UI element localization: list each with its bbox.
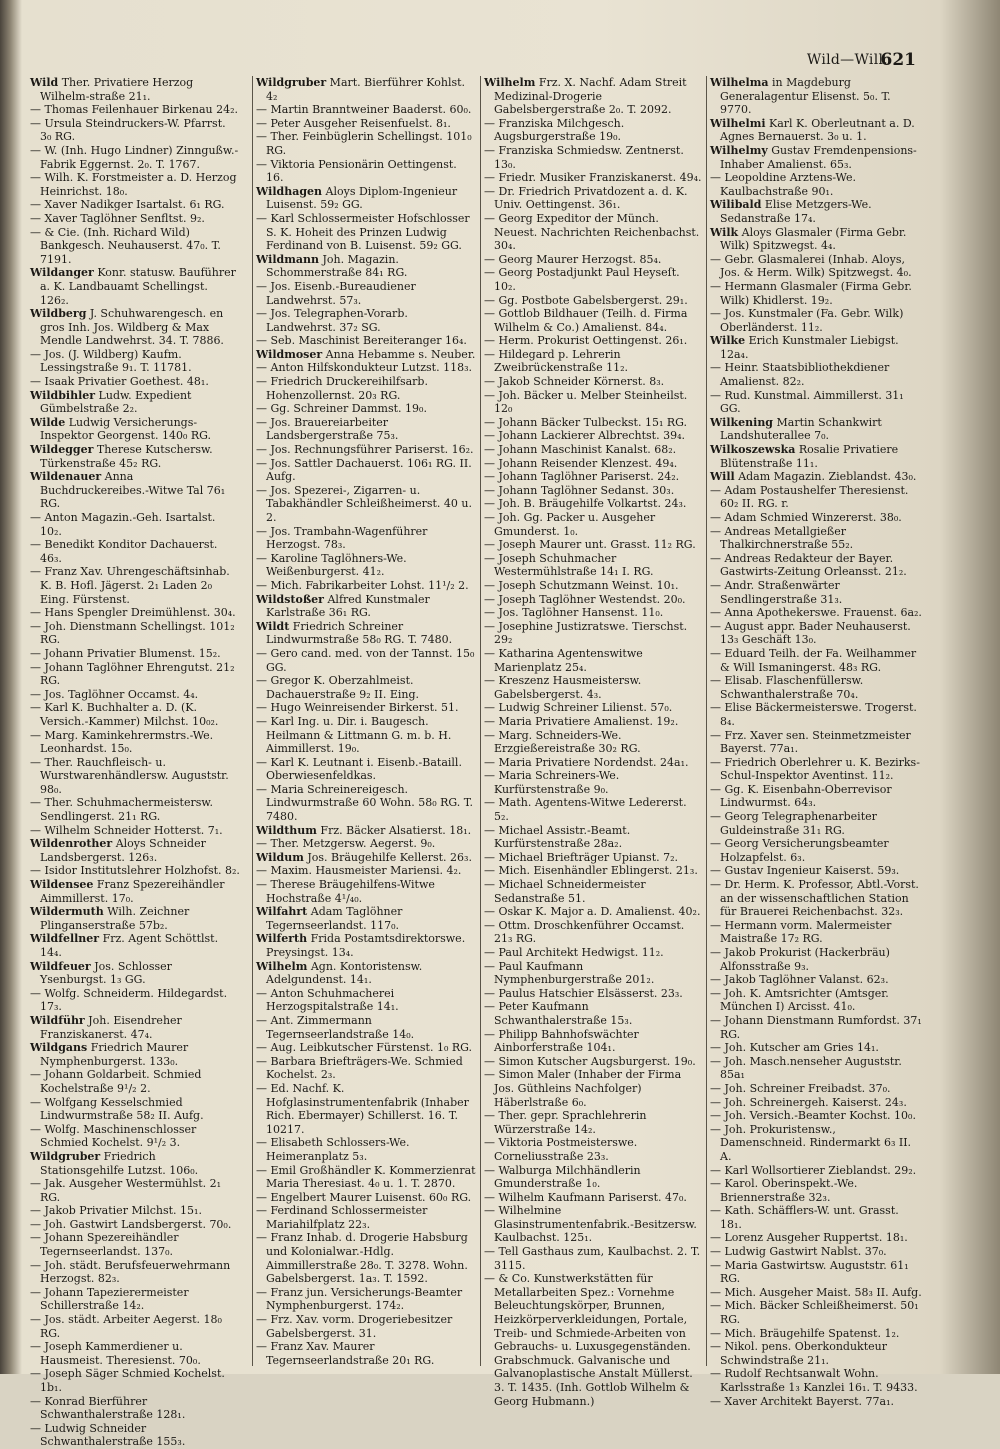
- directory-entry: — Barbara Briefträgers-We. Schmied Kochelst. 2₃.: [256, 1054, 463, 1082]
- directory-entry: — Tell Gasthaus zum, Kaulbachst. 2. T. 3115.: [484, 1245, 701, 1272]
- column-4: [706, 76, 924, 1408]
- directory-entry: — Karl Ing. u. Dir. i. Baugesch. Heilmann & Littmann G. m. b. H. Aimmillerst. 19₀.: [256, 714, 452, 756]
- directory-entry: Wildmoser Anna Hebamme s. Neuber.: [256, 347, 476, 361]
- directory-entry: — Joseph Säger Schmied Kochelst. 1b₁.: [30, 1367, 225, 1394]
- directory-entry: — Joh. Versich.-Beamter Kochst. 10₀.: [710, 1109, 916, 1123]
- directory-entry: — Jos. Taglöhner Hansenst. 11₀.: [484, 606, 664, 620]
- directory-entry: — Gg. Postbote Gabelsbergerst. 29₁.: [484, 293, 688, 307]
- directory-entry: — Jos. (J. Wildberg) Kaufm. Lessingstraße 9₁. T. 11781.: [30, 347, 192, 375]
- directory-entry: — Andreas Metallgießer Thalkirchnerstraße 55₂.: [710, 524, 854, 552]
- directory-entry: — Katharina Agentenswitwe Marienplatz 25₄.: [484, 646, 643, 674]
- directory-entry: — Joh. Bäcker u. Melber Steinheilst. 12₀: [484, 388, 688, 416]
- running-title: Wild—Will.: [806, 52, 888, 68]
- directory-entry: Wildum Jos. Bräugehilfe Kellerst. 26₃.: [256, 850, 472, 864]
- directory-entry: — Gustav Ingenieur Kaiserst. 59₃.: [710, 864, 900, 878]
- directory-entry: — Gero cand. med. von der Tannst. 15₀ GG.: [256, 646, 475, 674]
- directory-entry: — Karl K. Buchhalter a. D. (K. Versich.-Kammer) Milchst. 10₀₂.: [30, 701, 219, 728]
- directory-entry: Wildenauer Anna Buchdruckereibes.-Witwe Tal 76₁ RG.: [30, 470, 226, 511]
- directory-entry: — Maria Privatiere Amalienst. 19₂.: [484, 714, 679, 728]
- directory-entry: — Adam Schmied Winzererst. 38₀.: [710, 511, 902, 524]
- directory-entry: — Oskar K. Major a. D. Amalienst. 40₂.: [484, 905, 701, 919]
- directory-entry: — Johann Maschinist Kanalst. 68₂.: [484, 443, 677, 457]
- directory-entry: — Georg Maurer Herzogst. 85₄.: [484, 252, 662, 266]
- directory-entry: — Joseph Schuhmacher Westermühlstraße 14₁ I. RG.: [484, 551, 654, 579]
- directory-entry: — Ther. Feinbüglerin Schellingst. 101₀ RG.: [256, 130, 472, 157]
- directory-entry: — Franz Xav. Uhrengeschäftsinhab. K. B. Hofl. Jägerst. 2₁ Laden 2₀ Eing. Fürstenst.: [30, 565, 230, 606]
- column-2: [252, 76, 476, 1366]
- directory-entry: — August appr. Bader Neuhauserst. 13₃ Geschäft 13₀.: [710, 619, 911, 647]
- directory-entry: Wildensee Franz Spezereihändler Aimmillerst. 17₀.: [30, 878, 225, 905]
- directory-entry: — Maria Schreinereigesch. Lindwurmstraße 60 Wohn. 58₀ RG. T. 7480.: [256, 782, 474, 824]
- directory-entry: — Paul Kaufmann Nymphenburgerstraße 201₂.: [484, 959, 655, 987]
- directory-entry: — Aug. Leibkutscher Fürstenst. 1₀ RG.: [256, 1041, 473, 1055]
- directory-entry: — Adam Postaushelfer Theresienst. 60₂ II. RG. r.: [710, 483, 909, 511]
- directory-entry: — Jos. Brauereiarbeiter Landsbergerstraße 75₃.: [256, 415, 399, 443]
- directory-entry: — Frz. Xaver sen. Steinmetzmeister Bayerst. 77a₁.: [710, 728, 911, 756]
- directory-entry: — Isaak Privatier Goethest. 48₁.: [30, 375, 209, 389]
- directory-entry: — Dr. Herm. K. Professor, Abtl.-Vorst. an der wissenschaftlichen Station für Brauerei Reichenbachst. 32₃.: [710, 878, 919, 919]
- directory-entry: Wild Ther. Privatiere Herzog Wilhelm-straße 21₁.: [30, 76, 194, 103]
- column-3: [480, 76, 704, 1408]
- directory-entry: — Karl Schlossermeister Hofschlosser S. K. Hoheit des Prinzen Ludwig Ferdinand von B. Luisenst. 59₂ GG.: [256, 211, 470, 253]
- directory-entry: — Joh. Dienstmann Schellingst. 101₂ RG.: [30, 619, 235, 647]
- directory-entry: — Joseph Maurer unt. Grasst. 11₂ RG.: [484, 538, 696, 552]
- directory-entry: Wildberg J. Schuhwarengesch. en gros Inh. Jos. Wildberg & Max Mendle Landwehrst. 34. T. 7886.: [30, 307, 224, 348]
- directory-entry: — Simon Kutscher Augsburgerst. 19₀.: [484, 1054, 696, 1068]
- directory-entry: — Karl K. Leutnant i. Eisenb.-Bataill. Oberwiesenfeldkas.: [256, 755, 462, 783]
- directory-entry: — Joh. Schreiner Freibadst. 37₀.: [710, 1081, 891, 1095]
- directory-entry: — Georg Postadjunkt Paul Heyseſt. 10₂.: [484, 266, 680, 293]
- directory-entry: — Joh. Gg. Packer u. Ausgeher Gmunderst. 1₀.: [484, 511, 656, 538]
- directory-entry: — Johann Tapezierermeister Schillerstraße 14₂.: [30, 1285, 189, 1313]
- directory-entry: — Nikol. pens. Oberkondukteur Schwindstraße 21₁.: [710, 1340, 887, 1367]
- directory-entry: Wildhagen Aloys Diplom-Ingenieur Luisenst. 59₂ GG.: [256, 184, 458, 212]
- directory-entry: — Josephine Justizratswe. Tierschst. 29₂: [484, 619, 688, 647]
- directory-entry: — Jos. städt. Arbeiter Aegerst. 18₀ RG.: [30, 1313, 222, 1340]
- directory-entry: — Joh. Gastwirt Landsbergerst. 70₀.: [30, 1217, 232, 1231]
- directory-entry: Wilibald Elise Metzgers-We. Sedanstraße 17₄.: [710, 198, 872, 225]
- directory-entry: — Maria Gastwirtsw. Auguststr. 61₁ RG.: [710, 1258, 909, 1286]
- directory-entry: Wilke Erich Kunstmaler Liebigst. 12a₄.: [710, 334, 899, 361]
- directory-entry: — Johann Bäcker Tulbeckst. 15₁ RG.: [484, 415, 688, 429]
- directory-entry: — Martin Branntweiner Baaderst. 60₀.: [256, 103, 472, 117]
- directory-entry: — Ther. Rauchfleisch- u. Wurstwarenhändlersw. Auguststr. 98₀.: [30, 755, 229, 796]
- directory-entry: — Maria Privatiere Nordendst. 24a₁.: [484, 755, 689, 769]
- directory-entry: — Michael Briefträger Upianst. 7₂.: [484, 850, 679, 864]
- directory-entry: — Mich. Bäcker Schleißheimerst. 50₁ RG.: [710, 1299, 919, 1327]
- directory-entry: — Paul Architekt Hedwigst. 11₂.: [484, 946, 664, 959]
- directory-entry: — Jakob Privatier Milchst. 15₁.: [30, 1204, 202, 1218]
- directory-entry: — Maxim. Hausmeister Mariensi. 4₂.: [256, 864, 462, 878]
- directory-entry: — Paulus Hatschier Elsässerst. 23₃.: [484, 986, 683, 1000]
- directory-entry: — Franziska Schmiedsw. Zentnerst. 13₀.: [484, 143, 684, 171]
- directory-entry: — Konrad Bierführer Schwanthalerstraße 128₁.: [30, 1394, 186, 1422]
- directory-entry: — Gebr. Glasmalerei (Inhab. Aloys, Jos. & Herm. Wilk) Spitzwegst. 4₀.: [710, 252, 912, 280]
- directory-entry: — Hans Spengler Dreimühlenst. 30₄.: [30, 606, 236, 620]
- directory-entry: — Frz. Xav. vorm. Drogeriebesitzer Gabelsbergerst. 31.: [256, 1313, 453, 1340]
- directory-entry: — Georg Versicherungsbeamter Holzapfelst. 6₃.: [710, 837, 889, 864]
- directory-entry: — Anna Apothekerswe. Frauenst. 6a₂.: [710, 606, 922, 620]
- directory-entry: — Karl Wollsortierer Zieblandst. 29₂.: [710, 1163, 917, 1177]
- directory-entry: — Ther. gepr. Sprachlehrerin Würzerstraße 14₂.: [484, 1109, 647, 1136]
- directory-entry: — Mich. Ausgeher Maist. 58₃ II. Aufg.: [710, 1285, 922, 1299]
- directory-entry: — Ther. Schuhmachermeistersw. Sendlingerst. 21₁ RG.: [30, 796, 213, 824]
- directory-entry: — Ludwig Gastwirt Nablst. 37₀.: [710, 1245, 887, 1259]
- directory-entry: — Elisab. Flaschenfüllersw. Schwanthalerstraße 70₄.: [710, 674, 864, 701]
- directory-entry: — Michael Schneidermeister Sedanstraße 51.: [484, 878, 646, 905]
- directory-entry: — Hermann Glasmaler (Firma Gebr. Wilk) Khidlerst. 19₂.: [710, 279, 912, 307]
- directory-entry: Wildstoßer Alfred Kunstmaler Karlstraße 36₁ RG.: [256, 592, 430, 620]
- directory-entry: — Peter Ausgeher Reisenfuelst. 8₁.: [256, 116, 451, 130]
- directory-entry: Wildgans Friedrich Maurer Nymphenburgerst. 133₀.: [30, 1041, 189, 1068]
- directory-entry: — Anton Magazin.-Geh. Isartalst. 10₂.: [30, 511, 216, 538]
- directory-entry: — W. (Inh. Hugo Lindner) Zinngußw.-Fabrik Eggernst. 2₀. T. 1767.: [30, 143, 239, 171]
- directory-entry: — Gottlob Bildhauer (Teilh. d. Firma Wilhelm & Co.) Amalienst. 84₄.: [484, 307, 688, 334]
- directory-entry: — Philipp Bahnhofswächter Ainborferstraße 104₁.: [484, 1027, 639, 1055]
- directory-entry: — Johann Dienstmann Rumfordst. 37₁ RG.: [710, 1013, 922, 1041]
- directory-entry: — Hugo Weinreisender Birkerst. 51.: [256, 701, 459, 715]
- directory-entry: — Joseph Taglöhner Westendst. 20₀.: [484, 592, 686, 606]
- directory-entry: — Andr. Straßenwärter Sendlingerstraße 31₃.: [710, 578, 843, 606]
- directory-entry: — Ther. Metzgersw. Aegerst. 9₀.: [256, 837, 436, 851]
- directory-entry: — Georg Telegraphenarbeiter Guldeinstraße 31₁ RG.: [710, 810, 877, 837]
- directory-entry: — Joh. Kutscher am Gries 14₁.: [710, 1041, 879, 1055]
- directory-entry: — Ferdinand Schlossermeister Mariahilfplatz 22₃.: [256, 1204, 428, 1231]
- directory-entry: — Wilhelm Schneider Hotterst. 7₁.: [30, 823, 223, 837]
- directory-entry: — Franz Xav. Maurer Tegernseerlandstraße 20₁ RG.: [256, 1340, 435, 1367]
- directory-entry: Wildthum Frz. Bäcker Alsatierst. 18₁.: [256, 823, 472, 837]
- directory-entry: — Marg. Schneiders-We. Erzgießereistraße 30₂ RG.: [484, 728, 641, 756]
- directory-entry: — Walburga Milchhändlerin Gmunderstraße 1₀.: [484, 1163, 641, 1191]
- directory-entry: — Joh. Schreinergeh. Kaiserst. 24₃.: [710, 1095, 907, 1109]
- directory-entry: — Friedrich Oberlehrer u. K. Bezirks-Schul-Inspektor Aventinst. 11₂.: [710, 755, 920, 783]
- directory-entry: Wilferth Frida Postamtsdirektorswe. Preysingst. 13₄.: [256, 932, 466, 959]
- page-number: 621: [880, 50, 916, 70]
- directory-entry: Wildgruber Friedrich Stationsgehilfe Lutzst. 106₀.: [30, 1149, 199, 1177]
- directory-entry: — Thomas Feilenhauer Birkenau 24₂.: [30, 103, 238, 117]
- directory-entry: — Therese Bräugehilfens-Witwe Hochstraße 4¹/₄₀.: [256, 878, 435, 905]
- directory-entry: — Jos. Taglöhner Occamst. 4₄.: [30, 687, 199, 701]
- directory-entry: — Franz jun. Versicherungs-Beamter Nymphenburgerst. 174₂.: [256, 1285, 463, 1313]
- directory-entry: — Ursula Steindruckers-W. Pfarrst. 3₀ RG.: [30, 116, 226, 144]
- directory-entry: — Johann Spezereihändler Tegernseerlandst. 137₀.: [30, 1231, 179, 1259]
- directory-columns: [30, 76, 922, 1449]
- directory-entry: — Herm. Prokurist Oettingenst. 26₁.: [484, 334, 688, 348]
- column-1: [30, 76, 240, 1449]
- directory-entry: — Anton Schuhmacherei Herzogspitalstraße 14₁.: [256, 986, 399, 1014]
- directory-entry: — Karoline Taglöhners-We. Weißenburgerst. 41₂.: [256, 551, 407, 579]
- directory-entry: — Johann Taglöhner Sedanst. 30₃.: [484, 483, 675, 497]
- directory-entry: — Johann Lackierer Albrechtst. 39₄.: [484, 429, 685, 443]
- directory-entry: — Jakob Taglöhner Valanst. 62₃.: [710, 973, 889, 987]
- directory-entry: — Johann Goldarbeit. Schmied Kochelstraße 9¹/₂ 2.: [30, 1068, 202, 1095]
- directory-entry: — Johann Privatier Blumenst. 15₂.: [30, 646, 221, 660]
- directory-entry: — Jos. Eisenb.-Bureaudiener Landwehrst. 57₃.: [256, 279, 416, 307]
- directory-entry: — Jos. Spezerei-, Zigarren- u. Tabakhändler Schleißheimerst. 40 u. 2.: [256, 483, 472, 524]
- directory-entry: — Elise Bäckermeisterswe. Trogerst. 8₄.: [710, 701, 917, 728]
- directory-entry: — Isidor Institutslehrer Holzhofst. 8₂.: [30, 864, 240, 878]
- directory-entry: — Gg. Schreiner Dammst. 19₀.: [256, 402, 427, 416]
- directory-entry: — Viktoria Pensionärin Oettingenst. 16.: [256, 157, 457, 185]
- directory-entry: — Leopoldine Arztens-We. Kaulbachstraße 90₁.: [710, 171, 856, 198]
- directory-entry: — Joh. K. Amtsrichter (Amtsger. München I) Arcisst. 41₀.: [710, 986, 889, 1014]
- page-header: [0, 50, 1000, 74]
- directory-entry: — Gregor K. Oberzahlmeist. Dachauerstraße 9₂ II. Eing.: [256, 674, 420, 701]
- directory-entry: — Jak. Ausgeher Westermühlst. 2₁ RG.: [30, 1177, 222, 1204]
- directory-entry: — Kath. Schäfflers-W. unt. Grasst. 18₁.: [710, 1204, 899, 1231]
- directory-entry: — Ant. Zimmermann Tegernseerlandstraße 14₀.: [256, 1013, 415, 1041]
- directory-entry: — Wolfg. Maschinenschlosser Schmied Kochelst. 9¹/₂ 3.: [30, 1122, 197, 1150]
- directory-entry: — Hermann vorm. Malermeister Maistraße 17₂ RG.: [710, 918, 892, 946]
- directory-entry: — Jos. Kunstmaler (Fa. Gebr. Wilk) Oberländerst. 11₂.: [710, 307, 904, 334]
- directory-entry: — Lorenz Ausgeher Ruppertst. 18₁.: [710, 1231, 908, 1245]
- directory-entry: — Jos. Rechnungsführer Pariserst. 16₂.: [256, 443, 474, 457]
- directory-entry: — Ed. Nachf. K. Hofglasinstrumentenfabrik (Inhaber Rich. Ebermayer) Schillerst. 16. T. 10217.: [256, 1081, 469, 1136]
- directory-entry: — Karol. Oberinspekt.-We. Briennerstraße 32₃.: [710, 1177, 858, 1204]
- directory-entry: Wilhelmy Gustav Fremdenpensions-Inhaber Amalienst. 65₃.: [710, 143, 917, 171]
- directory-entry: — Joh. B. Bräugehilfe Volkartst. 24₃.: [484, 497, 687, 511]
- directory-entry: Wilk Aloys Glasmaler (Firma Gebr. Wilk) Spitzwegst. 4₄.: [710, 225, 907, 253]
- directory-entry: — Ottm. Droschkenführer Occamst. 21₃ RG.: [484, 918, 685, 946]
- directory-entry: — Mich. Fabrikarbeiter Lohst. 11¹/₂ 2.: [256, 578, 469, 592]
- directory-entry: — Mich. Bräugehilfe Spatenst. 1₂.: [710, 1326, 900, 1340]
- directory-entry: Wildgruber Mart. Bierführer Kohlst. 4₂: [256, 76, 466, 103]
- directory-entry: — Marg. Kaminkehrermstrs.-We. Leonhardst. 15₀.: [30, 728, 214, 756]
- directory-entry: — Gg. K. Eisenbahn-Oberrevisor Lindwurmst. 64₃.: [710, 782, 892, 810]
- directory-entry: — Friedrich Druckereihilfsarb. Hohenzollernst. 20₃ RG.: [256, 375, 428, 402]
- directory-entry: — Joh. städt. Berufsfeuerwehrmann Herzogst. 82₃.: [30, 1258, 231, 1286]
- directory-entry: — Emil Großhändler K. Kommerzienrat Maria Theresiast. 4₀ u. 1. T. 2870.: [256, 1163, 476, 1191]
- directory-entry: — Hildegard p. Lehrerin Zweibrückenstraße 11₂.: [484, 347, 629, 375]
- directory-entry: — & Co. Kunstwerkstätten für Metallarbeiten Spez.: Vornehme Beleuchtungskörper, Brunnen, Heizkörperverkleidungen, Portale, Treib- und Schmiede-Arbeiten von Gebrauchs- u. Luxusgegenständen. Grabschmuck. Galvanische und Galvanoplastische Anstalt Müllerst. 3. T. 1435. (Inh. Gottlob Wilhelm & Georg Hubmann.): [484, 1272, 693, 1408]
- directory-entry: — Andreas Redakteur der Bayer. Gastwirts-Zeitung Orleansst. 21₂.: [710, 551, 907, 579]
- directory-entry: — Heinr. Staatsbibliothekdiener Amalienst. 82₂.: [710, 361, 890, 389]
- directory-entry: Wildenrother Aloys Schneider Landsbergerst. 126₃.: [30, 837, 206, 864]
- directory-entry: — Viktoria Postmeisterswe. Corneliusstraße 23₃.: [484, 1136, 638, 1163]
- directory-entry: — Seb. Maschinist Bereiteranger 16₄.: [256, 334, 467, 348]
- directory-entry: — Wolfg. Schneiderm. Hildegardst. 17₃.: [30, 986, 228, 1014]
- directory-entry: Will Adam Magazin. Zieblandst. 43₀.: [710, 470, 917, 484]
- directory-entry: — Rudolf Rechtsanwalt Wohn. Karlsstraße 1₃ Kanzlei 16₁. T. 9433.: [710, 1367, 918, 1394]
- directory-entry: — Jos. Trambahn-Wagenführer Herzogst. 78₃.: [256, 524, 428, 552]
- directory-entry: — Franziska Milchgesch. Augsburgerstraße 19₀.: [484, 116, 625, 144]
- directory-entry: — Jos. Telegraphen-Vorarb. Landwehrst. 37₂ SG.: [256, 307, 408, 334]
- directory-entry: — Joseph Kammerdiener u. Hausmeist. Theresienst. 70₀.: [30, 1340, 201, 1367]
- directory-entry: — Mich. Eisenhändler Eblingerst. 21₃.: [484, 864, 698, 878]
- directory-entry: — Jos. Sattler Dachauerst. 106₁ RG. II. Aufg.: [256, 456, 472, 484]
- directory-entry: — Joseph Schutzmann Weinst. 10₁.: [484, 578, 679, 592]
- directory-entry: Wildanger Konr. statusw. Bauführer a. K. Landbauamt Schellingst. 126₂.: [30, 266, 236, 307]
- directory-entry: — Elisabeth Schlossers-We. Heimeranplatz 5₃.: [256, 1136, 410, 1163]
- directory-entry: — Simon Maler (Inhaber der Firma Jos. Güthleins Nachfolger) Häberlstraße 6₀.: [484, 1068, 682, 1109]
- directory-entry: — Eduard Teilh. der Fa. Weilhammer & Will Ismaningerst. 48₃ RG.: [710, 646, 917, 674]
- directory-entry: Wildt Friedrich Schreiner Lindwurmstraße 58₀ RG. T. 7480.: [256, 619, 453, 647]
- directory-entry: Wilde Ludwig Versicherungs-Inspektor Georgenst. 140₀ RG.: [30, 415, 212, 443]
- directory-entry: — Xaver Architekt Bayerst. 77a₁.: [710, 1394, 894, 1408]
- directory-entry: — Johann Taglöhner Pariserst. 24₂.: [484, 470, 680, 484]
- directory-entry: — Johann Taglöhner Ehrengutst. 21₂ RG.: [30, 660, 235, 688]
- directory-entry: — Xaver Taglöhner Senfltst. 9₂.: [30, 211, 205, 225]
- directory-entry: — & Cie. (Inh. Richard Wild) Bankgesch. Neuhauserst. 47₀. T. 7191.: [30, 225, 221, 266]
- directory-entry: — Franz Inhab. d. Drogerie Habsburg und Kolonialwar.-Hdlg. Aimmillerstraße 28₀. T. 3278. Wohn. Gabelsbergerst. 1a₃. T. 1592.: [256, 1231, 468, 1286]
- directory-entry: Wildegger Therese Kutschersw. Türkenstraße 45₂ RG.: [30, 443, 213, 470]
- directory-entry: — Georg Expeditor der Münch. Neuest. Nachrichten Reichenbachst. 30₄.: [484, 211, 700, 253]
- directory-entry: Wildmann Joh. Magazin. Schommerstraße 84₁ RG.: [256, 252, 408, 280]
- directory-entry: — Rud. Kunstmal. Aimmillerst. 31₁ GG.: [710, 388, 904, 416]
- directory-entry: — Wilhelm Kaufmann Pariserst. 47₀.: [484, 1190, 687, 1204]
- directory-entry: — Kreszenz Hausmeistersw. Gabelsbergerst. 4₃.: [484, 674, 642, 701]
- directory-entry: — Joh. Prokuristensw., Damenschneid. Rindermarkt 6₃ II. A.: [710, 1122, 912, 1163]
- directory-entry: — Xaver Nadikger Isartalst. 6₁ RG.: [30, 198, 225, 212]
- directory-entry: Wildführ Joh. Eisendreher Franziskanerst. 47₄.: [30, 1013, 182, 1041]
- directory-entry: Wildermuth Wilh. Zeichner Plinganserstraße 57b₂.: [30, 905, 190, 932]
- directory-entry: — Jakob Schneider Körnerst. 8₃.: [484, 375, 665, 389]
- directory-entry: — Math. Agentens-Witwe Ledererst. 5₂.: [484, 796, 687, 824]
- directory-entry: Wilhelmi Karl K. Oberleutnant a. D. Agnes Bernauerst. 3₀ u. 1.: [710, 116, 915, 144]
- directory-entry: Wilhelm Agn. Kontoristensw. Adelgundenst. 14₁.: [256, 959, 423, 987]
- directory-entry: — Anton Hilfskondukteur Lutzst. 118₃.: [256, 361, 472, 375]
- directory-entry: Wilhelma in Magdeburg Generalagentur Elisenst. 5₀. T. 9770.: [710, 76, 891, 117]
- directory-entry: — Ludwig Schreiner Lilienst. 57₀.: [484, 701, 673, 715]
- directory-entry: — Maria Schreiners-We. Kurfürstenstraße 9₀.: [484, 769, 620, 796]
- directory-entry: — Jakob Prokurist (Hackerbräu) Alfonsstraße 9₃.: [710, 946, 890, 973]
- directory-entry: — Benedikt Konditor Dachauerst. 46₃.: [30, 538, 218, 565]
- directory-entry: — Dr. Friedrich Privatdozent a. d. K. Univ. Oettingenst. 36₁.: [484, 184, 688, 212]
- directory-entry: Wildbihler Ludw. Expedient Gümbelstraße 2₂.: [30, 388, 192, 416]
- directory-entry: — Ludwig Schneider Schwanthalerstraße 155₃.: [30, 1421, 186, 1449]
- directory-entry: — Wolfgang Kesselschmied Lindwurmstraße 58₂ II. Aufg.: [30, 1095, 204, 1123]
- directory-entry: Wilkoszewska Rosalie Privatiere Blütenstraße 11₁.: [710, 443, 899, 470]
- directory-entry: — Peter Kaufmann Schwanthalerstraße 15₃.: [484, 1000, 633, 1027]
- directory-entry: — Johann Reisender Klenzest. 49₄.: [484, 456, 678, 470]
- directory-entry: — Engelbert Maurer Luisenst. 60₀ RG.: [256, 1190, 472, 1204]
- directory-entry: Wildfellner Frz. Agent Schöttlst. 14₄.: [30, 932, 219, 959]
- directory-entry: — Friedr. Musiker Franziskanerst. 49₄.: [484, 171, 702, 185]
- directory-entry: — Wilhelmine Glasinstrumentenfabrik.-Besitzersw. Kaulbachst. 125₁.: [484, 1204, 697, 1245]
- directory-entry: — Michael Assistr.-Beamt. Kurfürstenstraße 28a₂.: [484, 823, 631, 851]
- directory-entry: Wildfeuer Jos. Schlosser Ysenburgst. 1₃ GG.: [30, 959, 172, 987]
- directory-entry: Wilfahrt Adam Taglöhner Tegernseerlandst. 117₀.: [256, 905, 403, 932]
- directory-entry: Wilkening Martin Schankwirt Landshuterallee 7₀.: [710, 415, 882, 443]
- directory-entry: Wilhelm Frz. X. Nachf. Adam Streit Medizinal-Drogerie Gabelsbergerstraße 2₀. T. 2092.: [484, 76, 687, 117]
- directory-entry: — Joh. Masch.nenseher Auguststr. 85a₁: [710, 1054, 902, 1082]
- directory-entry: — Wilh. K. Forstmeister a. D. Herzog Heinrichst. 18₀.: [30, 171, 237, 198]
